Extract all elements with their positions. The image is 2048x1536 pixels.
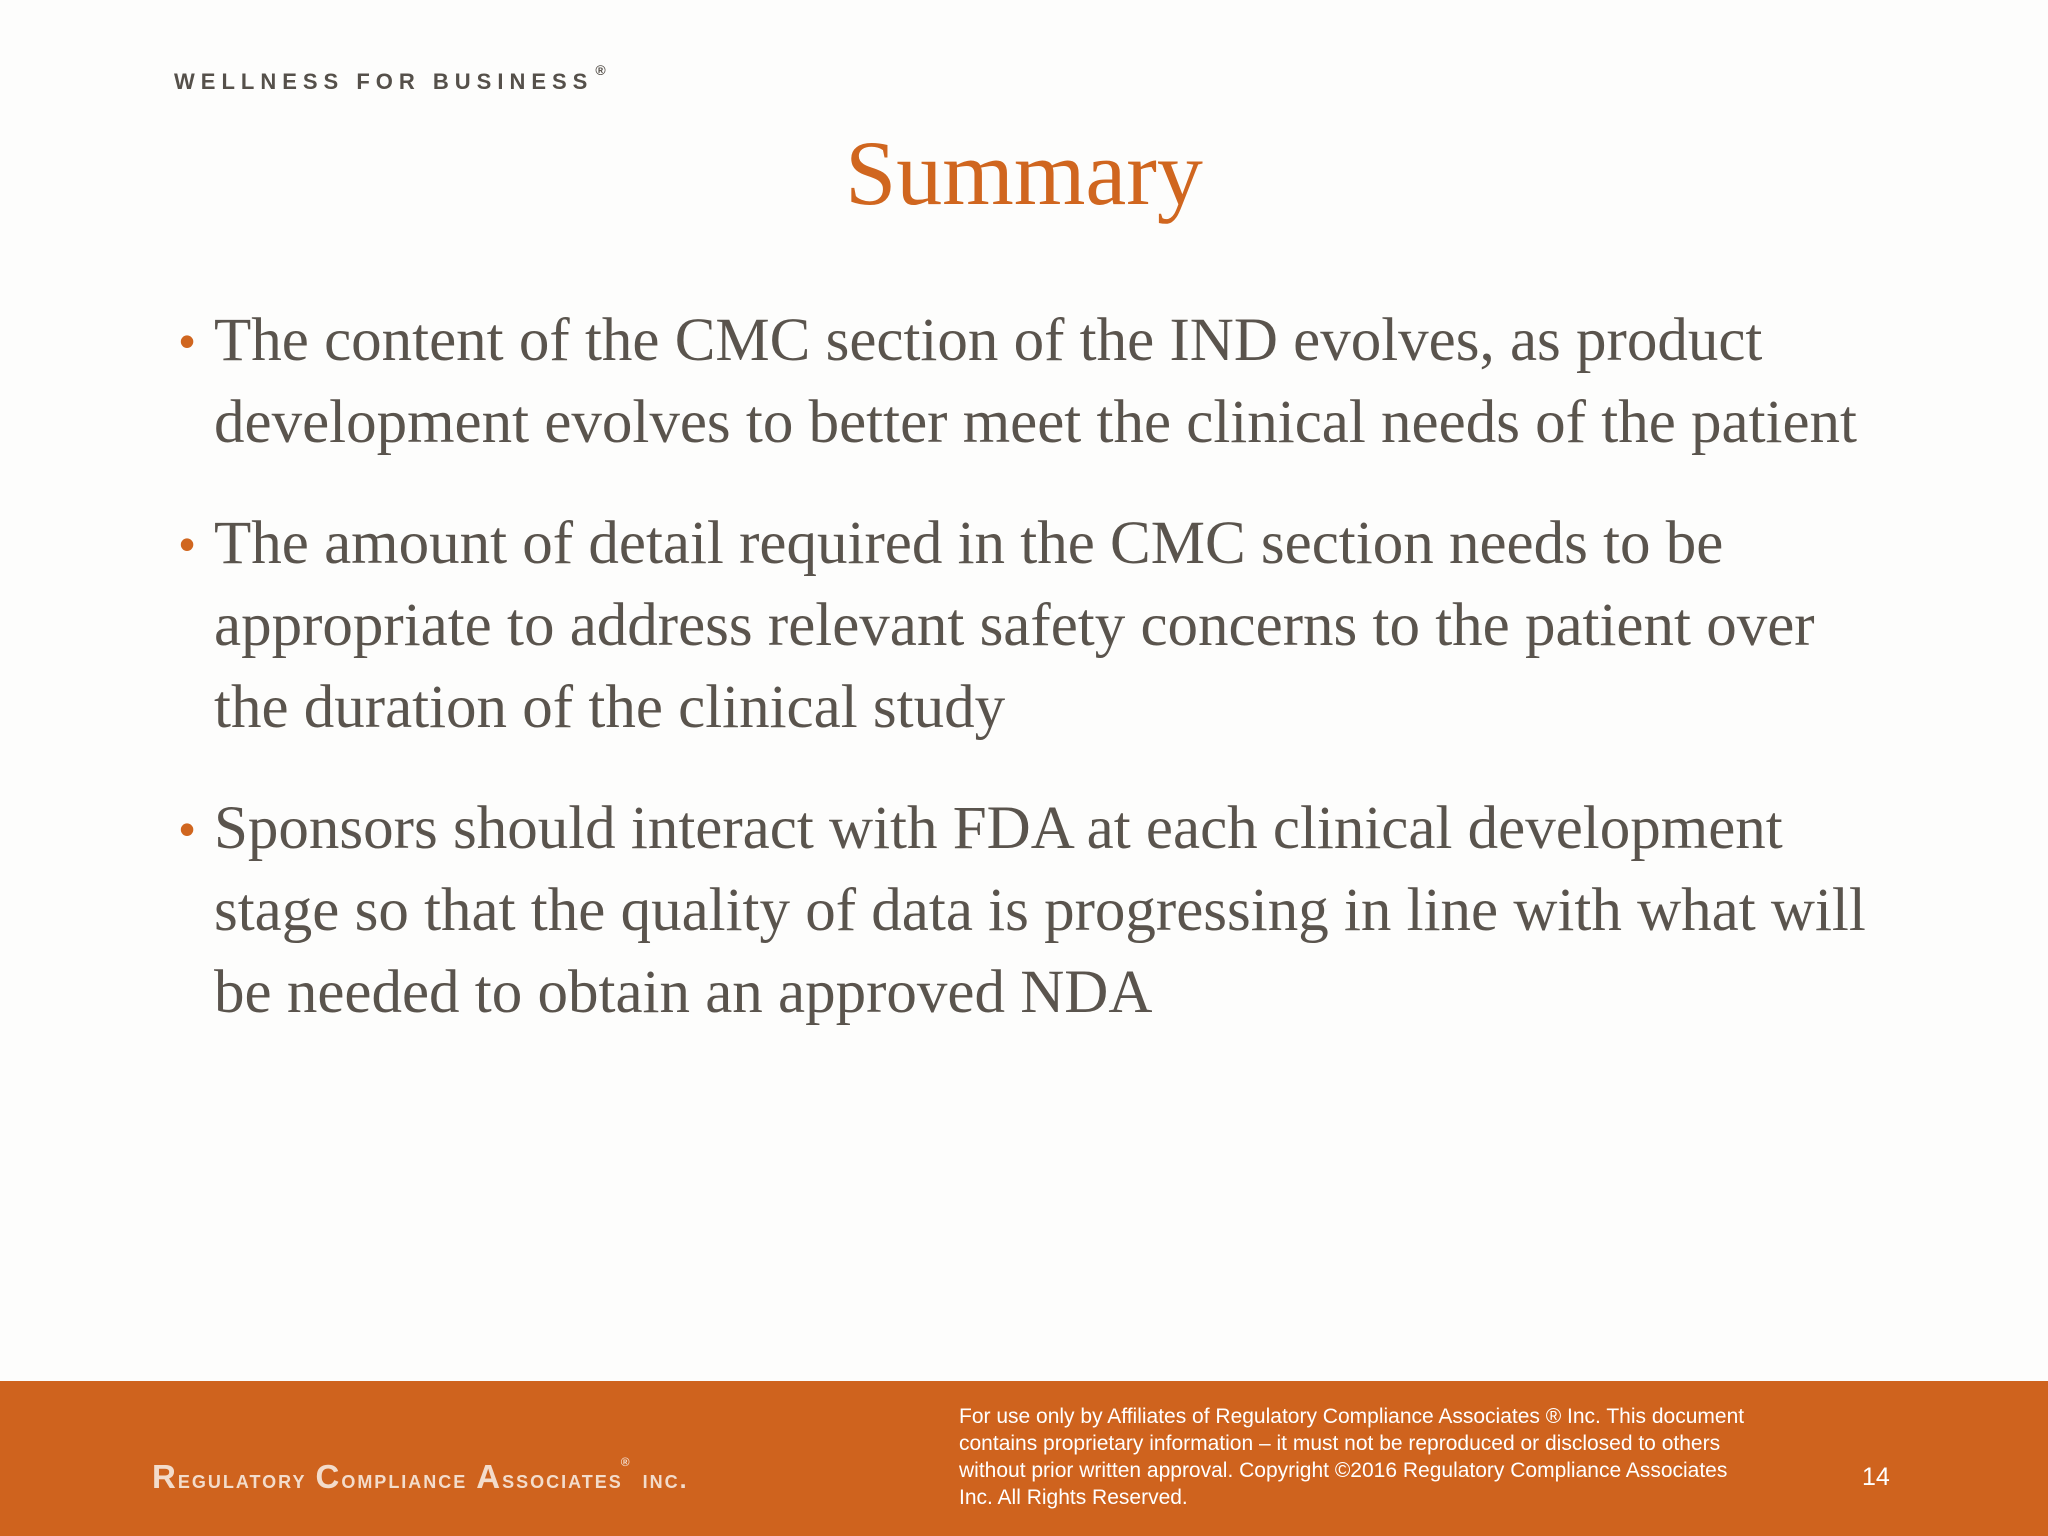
page-number: 14 xyxy=(1862,1463,1890,1491)
copyright-notice: For use only by Affiliates of Regulatory Compliance Associates ® Inc. This document contains proprietary information – it must not be reproduced or disclosed to others without prior written approval. Copyright ©2016 Regulatory Compliance Associates Inc. All Rights Reserved. xyxy=(959,1405,1745,1509)
brand-tagline xyxy=(174,62,606,95)
bullet-text: Sponsors should interact with FDA at each clinical development stage so that the quality of data is progressing in line with what will be needed to obtain an approved NDA xyxy=(214,795,1866,1026)
registered-mark: ® xyxy=(595,62,606,78)
bullet-marker: • xyxy=(179,518,196,570)
bullet-item xyxy=(175,503,1895,749)
slide-title: Summary xyxy=(845,122,1203,224)
bullet-text: The content of the CMC section of the IND evolves, as product development evolves to better meet the clinical needs of the patient xyxy=(214,307,1858,456)
bullet-item xyxy=(175,300,1895,464)
brand-tagline-text: WELLNESS FOR BUSINESS xyxy=(174,69,594,94)
bullet-marker: • xyxy=(179,315,196,367)
bullet-marker: • xyxy=(179,803,196,855)
company-logo: Regulatory Compliance Associates® inc. xyxy=(152,1455,689,1495)
bullet-text: The amount of detail required in the CMC section needs to be appropriate to address relevant safety concerns to the patient over the duration of the clinical study xyxy=(214,510,1815,741)
footer-bar xyxy=(0,1381,2048,1536)
bullet-list xyxy=(175,300,1895,1073)
bullet-item xyxy=(175,788,1895,1034)
